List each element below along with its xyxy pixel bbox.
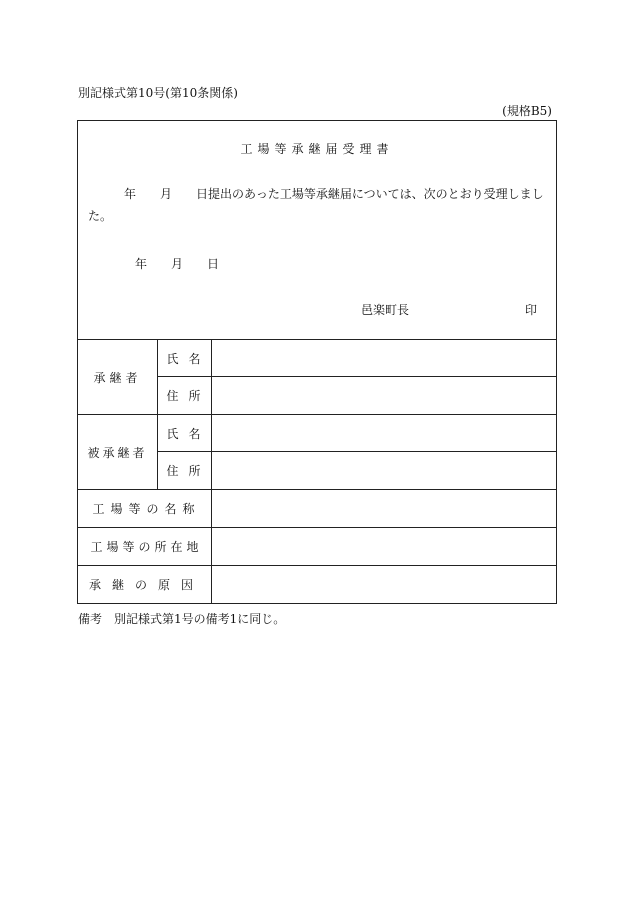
successor-name-row <box>158 340 556 377</box>
successor-address-field[interactable] <box>212 377 556 414</box>
successor-address-label: 住所 <box>158 377 212 414</box>
notice-body-line-1 <box>88 185 544 202</box>
successor-group-label: 承継者 <box>78 340 158 415</box>
predecessor-address-label: 住所 <box>158 452 212 489</box>
predecessor-name-field[interactable] <box>212 415 556 451</box>
factory-location-row <box>78 528 556 566</box>
document-title: 工場等承継届受理書 <box>240 142 394 156</box>
predecessor-group-label: 被承継者 <box>78 415 158 490</box>
predecessor-name-label: 氏名 <box>158 415 212 451</box>
factory-name-row <box>78 490 556 528</box>
issuer-title: 邑楽町長 <box>361 303 410 317</box>
remarks-note: 備考 別記様式第1号の備考1に同じ。 <box>78 612 286 626</box>
successor-name-field[interactable] <box>212 340 556 376</box>
paper-size-note: (規格B5) <box>502 104 552 118</box>
form-number-header: 別記様式第10号(第10条関係) <box>78 86 238 100</box>
factory-location-field[interactable] <box>212 528 556 565</box>
factory-name-field[interactable] <box>212 490 556 527</box>
seal-mark: 印 <box>525 303 538 317</box>
notice-body-line-2: た。 <box>88 209 113 223</box>
factory-name-label: 工場等の名称 <box>78 490 212 527</box>
notice-section <box>78 121 556 340</box>
successor-name-label: 氏名 <box>158 340 212 376</box>
predecessor-address-row <box>158 452 556 490</box>
succession-cause-label: 承継の原因 <box>78 566 212 603</box>
succession-cause-field[interactable] <box>212 566 556 603</box>
predecessor-name-row <box>158 415 556 452</box>
receipt-date-line: 年 月 日 <box>135 257 220 271</box>
succession-cause-row <box>78 566 556 603</box>
notice-body-text-1: 年 月 日提出のあった工場等承継届については、次のとおり受理しまし <box>124 187 544 201</box>
form-frame <box>77 120 557 604</box>
successor-address-row <box>158 377 556 415</box>
factory-location-label: 工場等の所在地 <box>78 528 212 565</box>
predecessor-address-field[interactable] <box>212 452 556 489</box>
